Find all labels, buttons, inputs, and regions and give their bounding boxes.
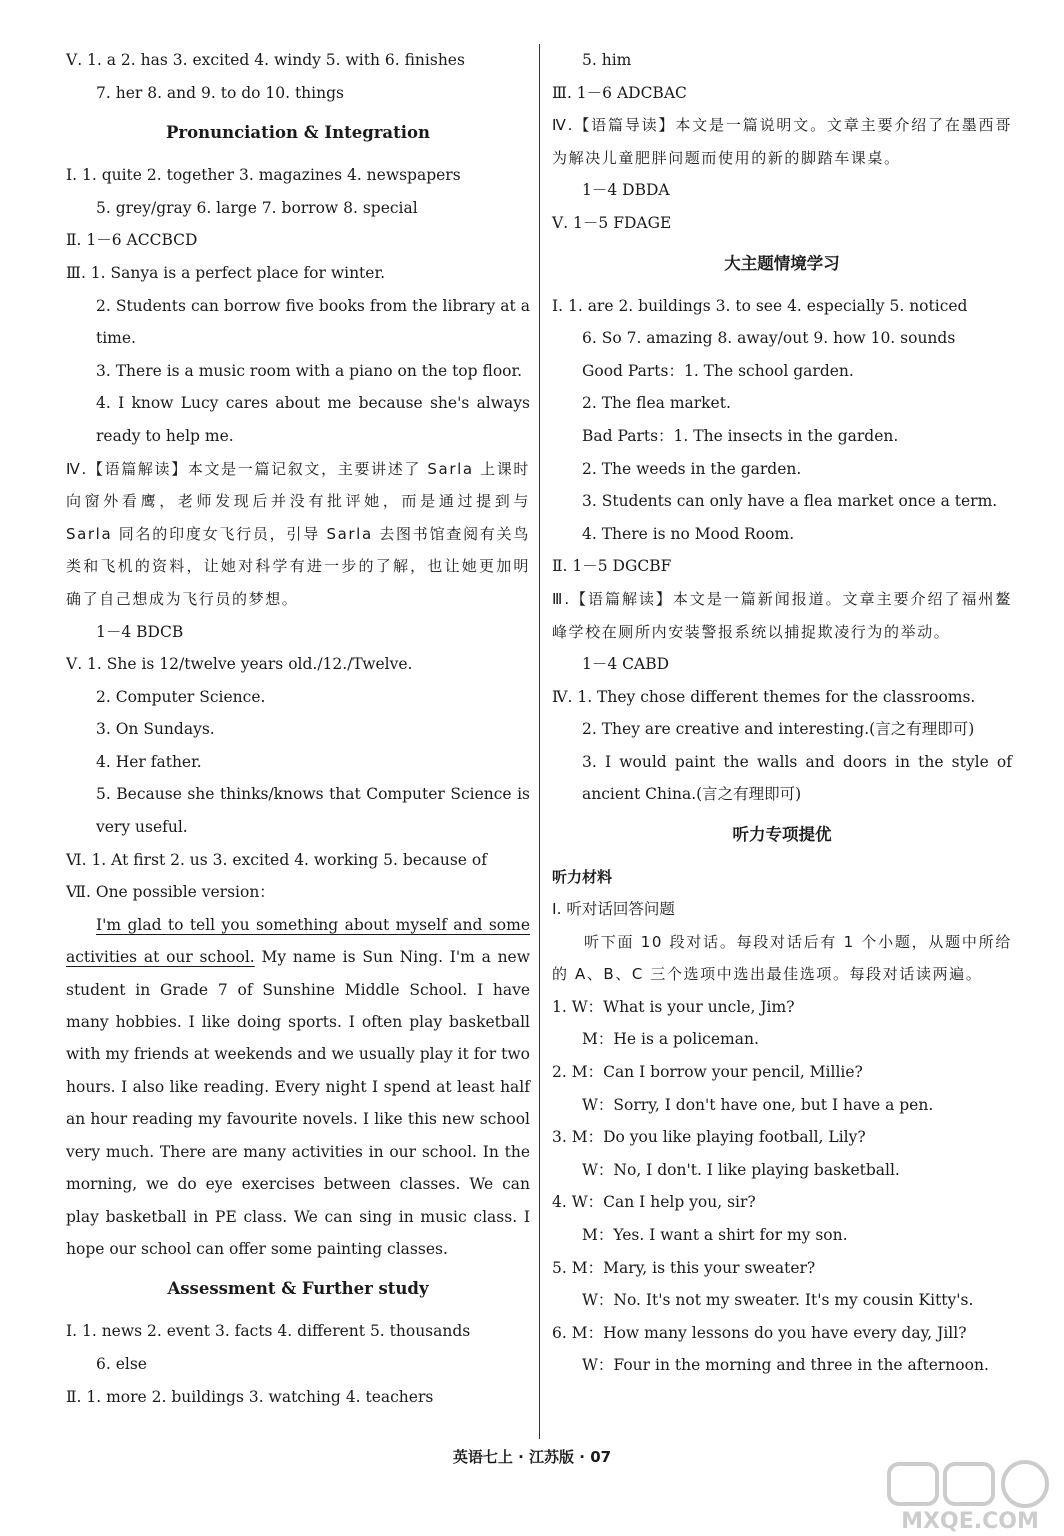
sample-essay — [66, 909, 530, 1265]
dialogue-line: W：Sorry, I don't have one, but I have a pen. — [582, 1095, 934, 1114]
instructions: 听下面 10 段对话。每段对话后有 1 个小题，从题中所给的 A、B、C 三个选项中选出最佳选项。每段对话读两遍。 — [552, 932, 1012, 984]
column-divider — [539, 44, 540, 1439]
answer-line: 6. So 7. amazing 8. away/out 9. how 10. sounds — [582, 329, 956, 348]
answer-line: Ⅵ. 1. At first 2. us 3. excited 4. working 5. because of — [66, 850, 487, 869]
answer-line: Ⅲ. 1. Sanya is a perfect place for winter. — [66, 263, 386, 282]
answer-line: 4. There is no Mood Room. — [582, 524, 795, 543]
dialogue-line: 1. W：What is your uncle, Jim? — [552, 997, 795, 1016]
answer-line: Ⅶ. One possible version： — [66, 883, 275, 902]
answer-line: 5. grey/gray 6. large 7. borrow 8. special — [96, 198, 418, 217]
answer-line: Ⅴ. 1－5 FDAGE — [552, 213, 672, 232]
answer-line: Ⅱ. 1－6 ACCBCD — [66, 231, 198, 250]
passage-note: Ⅳ.【语篇解读】本文是一篇记叙文，主要讲述了 Sarla 上课时向窗外看鹰，老师发现后并没有批评她，而是通过提到与 Sarla 同名的印度女飞行员，引导 Sarla 去图书馆查阅有关鸟类和飞机的资料，让她对科学有进一步的了解，也让她更加明确了自己想成为飞行员的梦想。 — [66, 459, 530, 608]
answer-line: 6. else — [96, 1354, 147, 1373]
passage-note: Ⅳ.【语篇导读】本文是一篇说明文。文章主要介绍了在墨西哥为解决儿童肥胖问题而使用的新的脚踏车课桌。 — [552, 116, 1012, 167]
answer-line: 1－4 BDCB — [96, 622, 184, 641]
svg-text:MXQE.COM: MXQE.COM — [901, 1509, 1039, 1532]
right-column — [552, 44, 1012, 1382]
answer-line: 3. I would paint the walls and doors in the style of ancient China.(言之有理即可) — [582, 752, 1012, 804]
answer-line: 1－4 DBDA — [582, 181, 670, 200]
answer-line: Ⅰ. 1. news 2. event 3. facts 4. different 5. thousands — [66, 1322, 471, 1341]
subsection-title: Ⅰ. 听对话回答问题 — [552, 900, 675, 919]
answer-line: Ⅱ. 1－5 DGCBF — [552, 557, 672, 576]
left-column — [66, 44, 530, 1413]
dialogue-line: W：Four in the morning and three in the afternoon. — [582, 1356, 989, 1375]
watermark-logo — [885, 1460, 1055, 1532]
section-heading: Pronunciation & Integration — [165, 123, 431, 143]
answer-line: 3. On Sundays. — [96, 720, 215, 739]
dialogue-line: 4. W：Can I help you, sir? — [552, 1193, 756, 1212]
dialogue-line: 2. M：Can I borrow your pencil, Millie? — [552, 1063, 863, 1082]
answer-line: Good Parts：1. The school garden. — [582, 361, 854, 380]
answer-line: Ⅱ. 1. more 2. buildings 3. watching 4. teachers — [66, 1387, 434, 1406]
section-heading: 大主题情境学习 — [724, 253, 840, 273]
answer-line: 2. The flea market. — [582, 394, 731, 413]
dialogue-line: M：Yes. I want a shirt for my son. — [582, 1226, 848, 1244]
answer-line: 2. The weeds in the garden. — [582, 459, 802, 478]
dialogue-line: 3. M：Do you like playing football, Lily? — [552, 1128, 866, 1147]
answer-line: 4. Her father. — [96, 752, 202, 771]
answer-line: 5. him — [582, 51, 632, 69]
passage-note: Ⅲ.【语篇解读】本文是一篇新闻报道。文章主要介绍了福州鳌峰学校在厕所内安装警报系统以捕捉欺凌行为的举动。 — [552, 589, 1012, 641]
dialogue-line: W：No, I don't. I like playing basketball. — [582, 1160, 900, 1179]
answer-line: Ⅴ. 1. a 2. has 3. excited 4. windy 5. with 6. finishes — [66, 51, 465, 69]
answer-line: 2. They are creative and interesting.(言之有理即可) — [582, 720, 975, 739]
dialogue-line: 5. M：Mary, is this your sweater? — [552, 1258, 816, 1277]
answer-line: 5. Because she thinks/knows that Computer Science is very useful. — [96, 785, 530, 837]
answer-line: 1－4 CABD — [582, 655, 670, 674]
answer-line: 4. I know Lucy cares about me because she's always ready to help me. — [96, 394, 530, 445]
page-footer: 英语七上 · 江苏版 · 07 — [452, 1448, 612, 1466]
dialogue-line: M：He is a policeman. — [582, 1030, 759, 1049]
answer-line: 2. Computer Science. — [96, 687, 266, 706]
answer-line: Ⅳ. 1. They chose different themes for the classrooms. — [552, 687, 976, 706]
answer-line: 3. Students can only have a flea market once a term. — [582, 492, 998, 511]
answer-line: Ⅴ. 1. She is 12/twelve years old./12./Twelve. — [66, 655, 413, 674]
section-heading: Assessment & Further study — [167, 1279, 429, 1299]
essay-underlined-opening: I'm glad to tell you something about myself and some activities at our school. — [66, 915, 530, 967]
answer-line: Ⅰ. 1. quite 2. together 3. magazines 4. newspapers — [66, 166, 461, 185]
answer-line: 3. There is a music room with a piano on the top floor. — [96, 361, 523, 380]
answer-line: 2. Students can borrow five books from the library at a time. — [96, 296, 530, 348]
answer-line: Ⅰ. 1. are 2. buildings 3. to see 4. especially 5. noticed — [552, 296, 968, 315]
answer-line: Ⅲ. 1－6 ADCBAC — [552, 83, 687, 102]
section-heading: 听力专项提优 — [732, 825, 832, 845]
answer-line: 7. her 8. and 9. to do 10. things — [96, 83, 344, 102]
dialogue-line: W：No. It's not my sweater. It's my cousin Kitty's. — [582, 1291, 974, 1310]
answer-line: Bad Parts：1. The insects in the garden. — [582, 426, 899, 445]
subsection-label: 听力材料 — [552, 868, 613, 887]
essay-body: My name is Sun Ning. I'm a new student in Grade 7 of Sunshine Middle School. I have many hobbies. I like doing sports. I often play basketball with my friends at weekends and we usually play it for two hours. I also like reading. Every night I spend at least half an hour reading my favourite novels. I like this new school very much. There are many activities in our school. In the morning, we do eye exercises between classes. We can play basketball in PE class. We can sing in music class. I hope our school can offer some painting classes. — [66, 948, 530, 1258]
dialogue-line: 6. M：How many lessons do you have every day, Jill? — [552, 1323, 967, 1342]
